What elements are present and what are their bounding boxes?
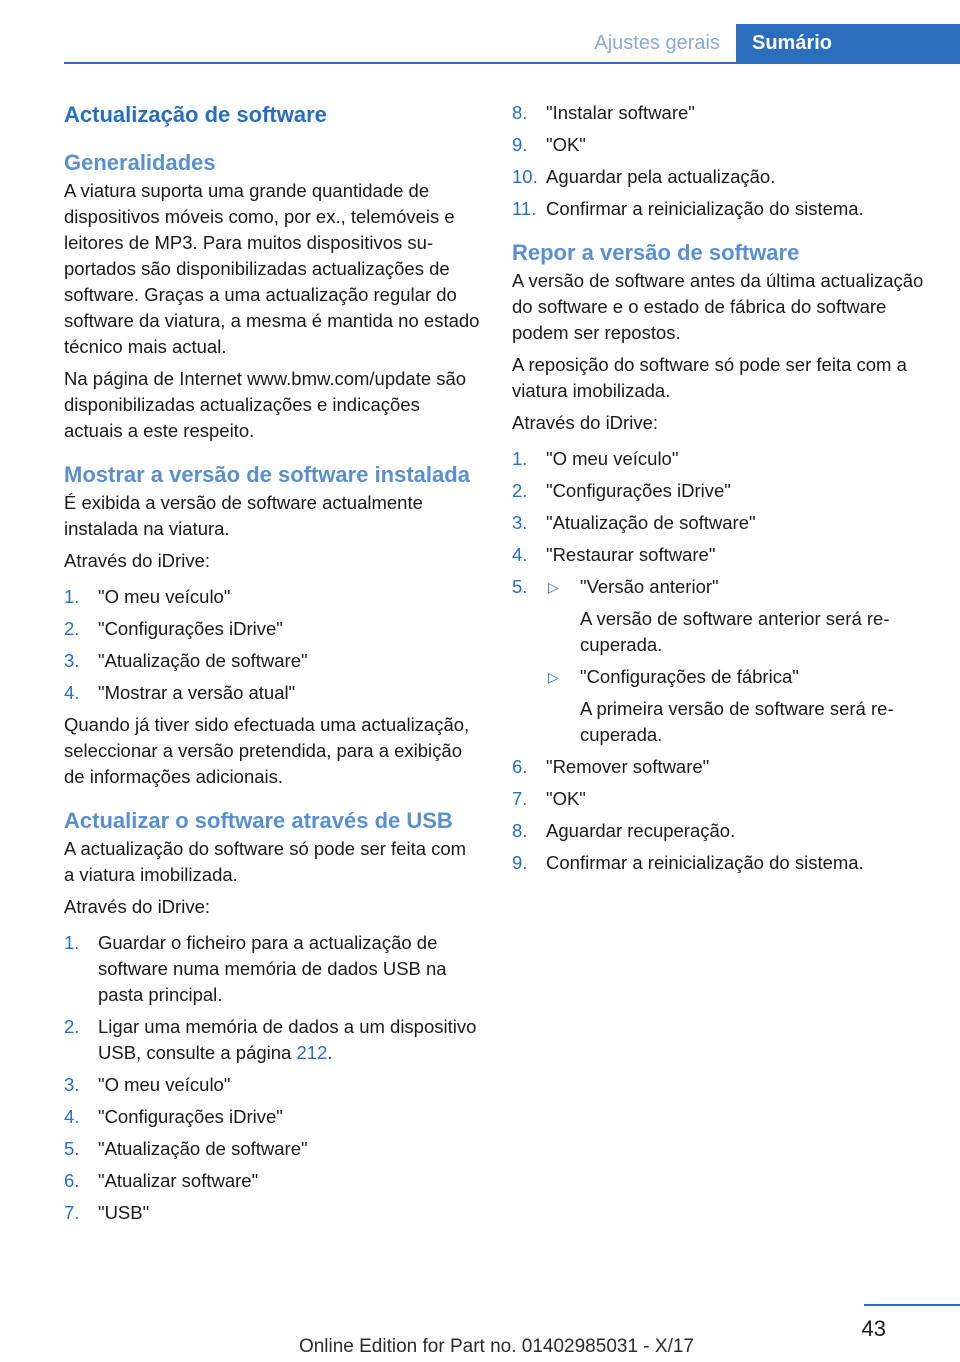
step-text: Guardar o ficheiro para a actualização de software numa memória de dados USB na pasta principal. <box>98 932 447 1005</box>
step-number: 2. <box>512 480 528 501</box>
footer-divider <box>864 1304 960 1306</box>
step-text: "Atualizar software" <box>98 1170 259 1191</box>
paragraph: Através do iDrive: <box>64 550 210 571</box>
list-item <box>512 786 932 812</box>
step-text: Aguardar pela actualização. <box>546 166 776 187</box>
step-text: "Configurações iDrive" <box>98 618 283 639</box>
step-number: 3. <box>512 512 528 533</box>
list-item <box>512 164 932 190</box>
step-text: "Restaurar software" <box>546 544 716 565</box>
sub-option <box>546 664 932 748</box>
section-heading-repor-versao: Repor a versão de software <box>512 240 800 265</box>
section-heading-mostrar-versao: Mostrar a versão de software instalada <box>64 462 470 487</box>
step-number: 9. <box>512 134 528 155</box>
step-text: "Mostrar a versão atual" <box>98 682 296 703</box>
list-item <box>64 648 480 674</box>
list-item <box>64 584 480 610</box>
tab-ajustes-gerais[interactable]: Ajustes gerais <box>594 32 720 54</box>
sub-option-description: A primeira versão de software será recuperada. <box>580 698 894 745</box>
paragraph: Através do iDrive: <box>64 896 210 917</box>
step-number: 6. <box>512 756 528 777</box>
list-item <box>512 132 932 158</box>
paragraph: A actualização do software só pode ser feita com a viatura imobilizada. <box>64 838 467 885</box>
edition-footer: Online Edition for Part no. 01402985031 - X/17 <box>298 1336 694 1357</box>
paragraph: É exibida a versão de software actualmente instalada na viatura. <box>64 492 423 539</box>
list-item <box>512 542 932 568</box>
section-heading-actualizar-usb: Actualizar o software através de USB <box>64 808 453 833</box>
steps-list-continued <box>512 100 932 222</box>
list-item <box>64 1014 480 1066</box>
step-text: "Configurações iDrive" <box>546 480 731 501</box>
step-text: "Instalar software" <box>546 102 695 123</box>
list-item <box>64 1136 480 1162</box>
list-item <box>512 510 932 536</box>
sub-option <box>546 574 932 658</box>
step-text: "OK" <box>546 788 586 809</box>
header-divider <box>64 62 960 64</box>
page-reference-link[interactable]: 212 <box>296 1042 328 1063</box>
step-text: "USB" <box>98 1202 150 1223</box>
list-item <box>512 754 932 780</box>
step-number: 11. <box>512 198 537 219</box>
list-item-options <box>512 574 932 748</box>
list-item <box>512 100 932 126</box>
steps-list <box>64 930 480 1226</box>
step-text: "Configurações iDrive" <box>98 1106 283 1127</box>
list-item <box>64 1168 480 1194</box>
step-number: 1. <box>512 448 528 469</box>
steps-list <box>512 446 932 876</box>
paragraph: A versão de software antes da última actualização do software e o estado de fábrica do software podem ser repostos. <box>512 270 924 343</box>
step-number: 10. <box>512 166 538 187</box>
page-title: Actualização de software <box>64 102 327 127</box>
step-number: 7. <box>64 1202 80 1223</box>
sub-option-label: "Versão anterior" <box>580 576 719 597</box>
triangle-bullet-icon: ▷ <box>548 579 559 595</box>
step-number: 6. <box>64 1170 80 1191</box>
list-item <box>512 818 932 844</box>
list-item <box>64 1072 480 1098</box>
page-number: 43 <box>861 1316 886 1341</box>
step-text: Aguardar recuperação. <box>546 820 736 841</box>
step-number: 3. <box>64 1074 80 1095</box>
tab-sumario[interactable]: Sumário <box>736 24 960 62</box>
list-item <box>64 616 480 642</box>
step-number: 4. <box>64 682 80 703</box>
section-heading-generalidades: Generalidades <box>64 150 216 175</box>
paragraph: Na página de Internet www.bmw.com/update são disponibilizadas actualizações e indicações actuais a este respeito. <box>64 368 467 441</box>
step-number: 2. <box>64 618 80 639</box>
step-text: Confirmar a reinicialização do sistema. <box>546 198 864 219</box>
paragraph: A viatura suporta uma grande quantidade de dispositivos móveis como, por ex., telemóveis e leitores de MP3. Para muitos dispositivos suportados são disponibilizadas actualizações de software. Graças a uma actualização regular do software da viatura, a mesma é mantida no estado técnico mais actual. <box>64 180 480 357</box>
step-text: "O meu veículo" <box>98 1074 231 1095</box>
step-number: 1. <box>64 932 80 953</box>
step-text: "O meu veículo" <box>98 586 231 607</box>
step-number: 8. <box>512 820 528 841</box>
step-number: 8. <box>512 102 528 123</box>
paragraph: Através do iDrive: <box>512 412 658 433</box>
step-text: "Atualização de software" <box>546 512 756 533</box>
paragraph: A reposição do software só pode ser feita com a viatura imobilizada. <box>512 354 907 401</box>
list-item <box>512 478 932 504</box>
step-number: 5. <box>512 576 528 597</box>
list-item <box>64 680 480 706</box>
step-number: 7. <box>512 788 528 809</box>
step-text: "Atualização de software" <box>98 1138 308 1159</box>
step-number: 5. <box>64 1138 80 1159</box>
list-item <box>64 1104 480 1130</box>
list-item <box>512 196 932 222</box>
list-item <box>512 850 932 876</box>
step-text-end: . <box>327 1042 333 1063</box>
step-text: "OK" <box>546 134 586 155</box>
step-number: 9. <box>512 852 528 873</box>
step-number: 4. <box>512 544 528 565</box>
step-number: 2. <box>64 1016 80 1037</box>
step-text: Confirmar a reinicialização do sistema. <box>546 852 864 873</box>
step-text: "O meu veículo" <box>546 448 679 469</box>
list-item <box>512 446 932 472</box>
triangle-bullet-icon: ▷ <box>548 669 559 685</box>
right-column <box>512 100 932 882</box>
sub-option-label: "Configurações de fábrica" <box>580 666 799 687</box>
step-text: "Atualização de software" <box>98 650 308 671</box>
step-number: 3. <box>64 650 80 671</box>
step-text: Ligar uma memória de dados a um dispositivo USB, consulte a página <box>98 1016 477 1063</box>
left-column <box>64 100 480 1232</box>
step-number: 4. <box>64 1106 80 1127</box>
page-header <box>0 0 960 64</box>
step-number: 1. <box>64 586 80 607</box>
list-item <box>64 930 480 1008</box>
sub-option-description: A versão de software anterior será recuperada. <box>580 608 890 655</box>
list-item <box>64 1200 480 1226</box>
paragraph: Quando já tiver sido efectuada uma actualização, seleccionar a versão pretendida, para a exibição de informações adicionais. <box>64 714 470 787</box>
steps-list <box>64 584 480 706</box>
step-text: "Remover software" <box>546 756 710 777</box>
